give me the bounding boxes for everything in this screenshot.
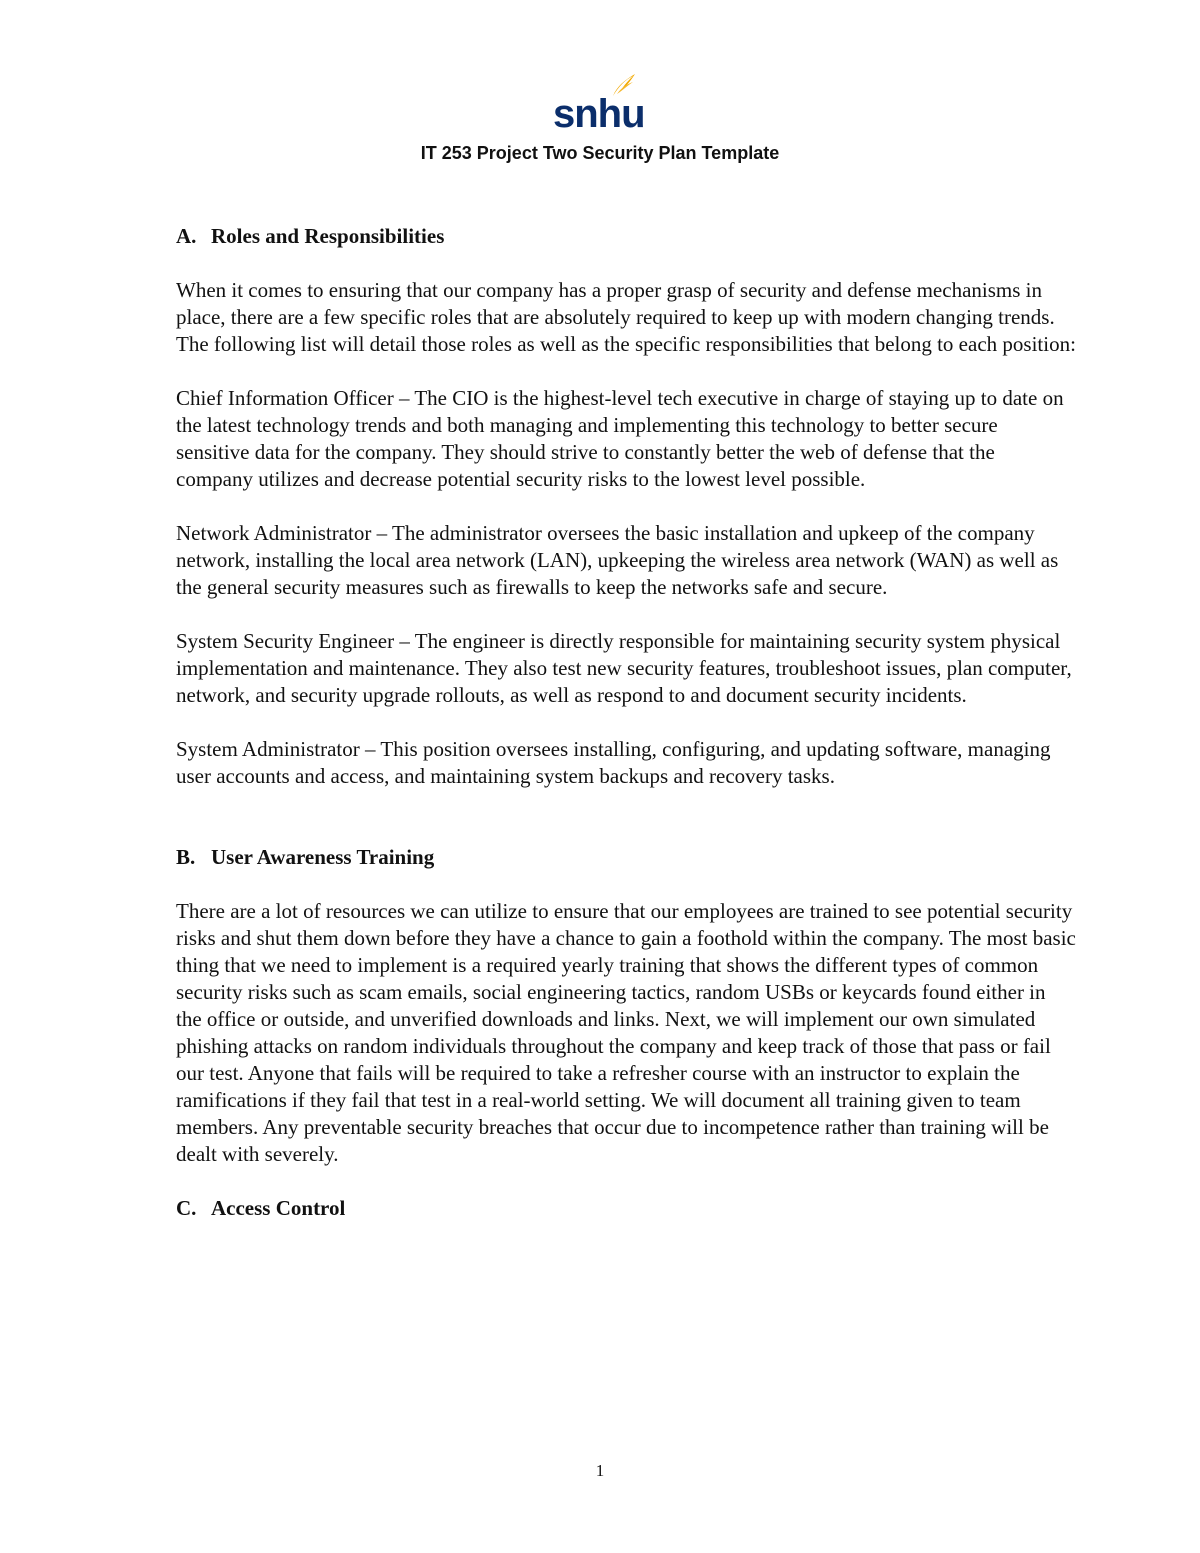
role-system-admin: System Administrator – This position oversees installing, configuring, and updating software, managing user accounts and access, and maintaining system backups and recovery tasks. [176,737,1051,788]
logo-wordmark: snhu [553,92,645,136]
role-network-admin: Network Administrator – The administrator oversees the basic installation and upkeep of the company network, installing the local area network (LAN), upkeeping the wireless area network (WAN) as well as the general security measures such as firewalls to keep the networks safe and secure. [176,521,1059,599]
section-b-letter: B. [176,845,196,869]
section-b-title: User Awareness Training [211,845,435,869]
section-c-letter: C. [176,1196,197,1220]
section-b-heading [176,844,1076,871]
document-title: IT 253 Project Two Security Plan Template [420,143,780,163]
document-body [176,223,1076,1222]
page-number: 1 [595,1461,605,1480]
section-a-title: Roles and Responsibilities [211,224,445,248]
role-cio: Chief Information Officer – The CIO is the highest-level tech executive in charge of staying up to date on the latest technology trends and both managing and implementing this technology to better secure sensitive data for the company. They should strive to constantly better the web of defense that the company utilizes and decrease potential security risks to the lowest level possible. [176,386,1064,491]
section-a-heading [176,223,1076,250]
snhu-logo [553,72,643,134]
section-a-letter: A. [176,224,197,248]
section-b-body: There are a lot of resources we can utilize to ensure that our employees are trained to see potential security risks and shut them down before they have a chance to gain a foothold within the company. The most basic thing that we need to implement is a required yearly training that shows the different types of common security risks such as scam emails, social engineering tactics, random USBs or keycards found either in the office or outside, and unverified downloads and links. Next, we will implement our own simulated phishing attacks on random individuals throughout the company and keep track of those that pass or fail our test. Anyone that fails will be required to take a refresher course with an instructor to explain the ramifications if they fail that test in a real-world setting. We will document all training given to team members. Any preventable security breaches that occur due to incompetence rather than training will be dealt with severely. [176,899,1076,1166]
role-security-engineer: System Security Engineer – The engineer is directly responsible for maintaining security system physical implementation and maintenance. They also test new security features, troubleshoot issues, plan computer, network, and security upgrade rollouts, as well as respond to and document security incidents. [176,629,1072,707]
section-a-intro: When it comes to ensuring that our company has a proper grasp of security and defense mechanisms in place, there are a few specific roles that are absolutely required to keep up with modern changing trends. The following list will detail those roles as well as the specific responsibilities that belong to each position: [176,278,1076,356]
section-c-title: Access Control [211,1196,346,1220]
section-c-heading [176,1195,1076,1222]
